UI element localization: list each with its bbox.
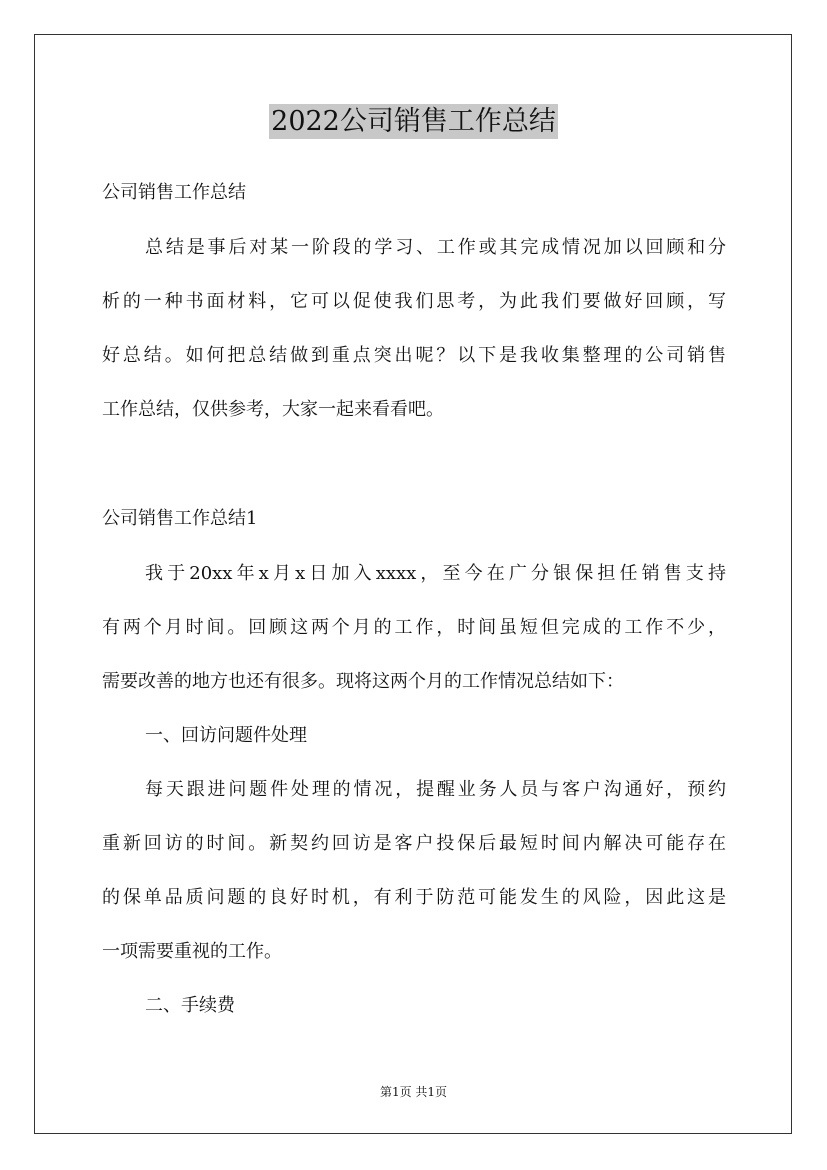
item1-line-1: 每天跟进问题件处理的情况，提醒业务人员与客户沟通好，预约 xyxy=(145,779,726,800)
intro-line-3: 好总结。如何把总结做到重点突出呢？以下是我收集整理的公司销售 xyxy=(102,345,726,366)
section1-line-3: 需要改善的地方也还有很多。现将这两个月的工作情况总结如下： xyxy=(102,671,624,692)
intro-line-4: 工作总结，仅供参考，大家一起来看看吧。 xyxy=(102,399,444,420)
section1-heading: 公司销售工作总结1 xyxy=(102,508,258,529)
item1-line-3: 的保单品质问题的良好时机，有利于防范可能发生的风险，因此这是 xyxy=(102,887,726,908)
page-number-footer: 第1页 共1页 xyxy=(379,1085,448,1099)
item1-line-4: 一项需要重视的工作。 xyxy=(102,941,282,962)
item1-heading: 一、回访问题件处理 xyxy=(145,725,307,746)
document-subtitle: 公司销售工作总结 xyxy=(102,182,246,203)
intro-line-1: 总结是事后对某一阶段的学习、工作或其完成情况加以回顾和分 xyxy=(145,237,726,258)
document-title xyxy=(0,100,827,144)
document-title-text: 2022公司销售工作总结 xyxy=(271,106,556,137)
item1-line-2: 重新回访的时间。新契约回访是客户投保后最短时间内解决可能存在 xyxy=(102,833,726,854)
section1-line-2: 有两个月时间。回顾这两个月的工作，时间虽短但完成的工作不少， xyxy=(102,617,726,638)
section1-line-1: 我于20xx年x月x日加入xxxx，至今在广分银保担任销售支持 xyxy=(145,563,726,584)
item2-heading: 二、手续费 xyxy=(145,995,235,1016)
intro-line-2: 析的一种书面材料，它可以促使我们思考，为此我们要做好回顾，写 xyxy=(102,291,726,312)
